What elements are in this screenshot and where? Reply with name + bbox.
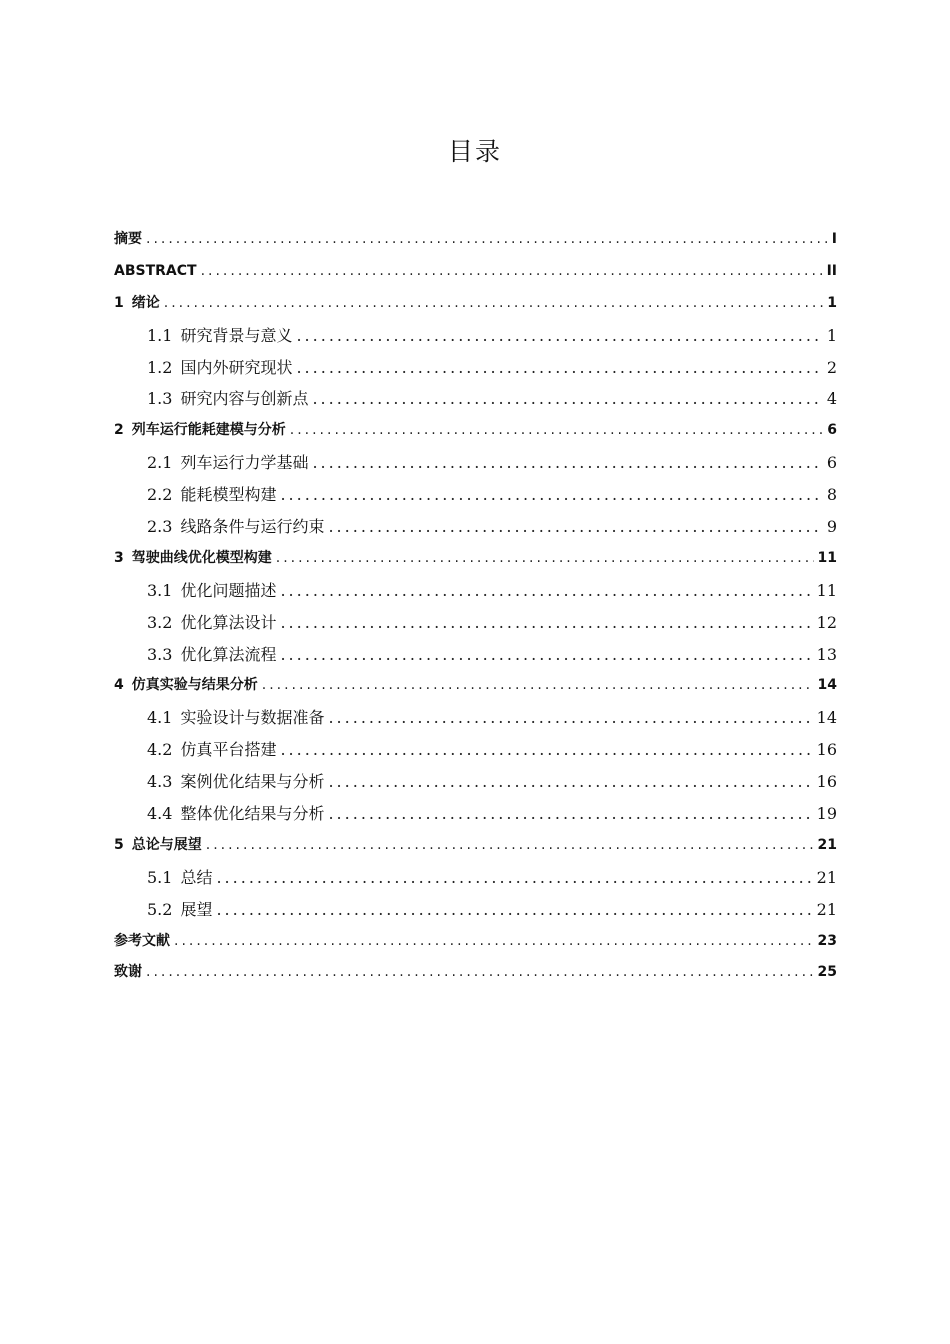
toc-entry-number: 5.2 <box>147 899 173 919</box>
toc-chapter-row[interactable] <box>114 415 837 447</box>
toc-leader-dots <box>262 670 814 702</box>
toc-entry-title: 列车运行能耗建模与分析 <box>131 422 286 439</box>
toc-section-row[interactable] <box>114 798 837 830</box>
toc-leader-dots <box>276 543 814 575</box>
toc-entry-label <box>147 447 308 479</box>
toc-entry-number: 2.2 <box>147 485 173 505</box>
toc-leader-dots <box>296 352 822 384</box>
toc-section-row[interactable] <box>114 702 837 734</box>
toc-leader-dots <box>328 702 812 734</box>
toc-page-number: 8 <box>826 485 837 505</box>
toc-page-number: 21 <box>816 867 837 887</box>
toc-page-number: 16 <box>816 740 837 760</box>
toc-entry-number: 1.1 <box>147 325 173 345</box>
toc-entry-label <box>147 734 276 766</box>
toc-entry-label <box>114 670 258 702</box>
toc-leader-dots <box>280 639 812 671</box>
toc-page-number: 11 <box>817 549 837 566</box>
toc-entry-title: 研究背景与意义 <box>180 325 293 345</box>
toc-chapter-row[interactable] <box>114 670 837 702</box>
toc-entry-label <box>147 352 292 384</box>
toc-entry-number: 3.3 <box>147 644 173 664</box>
toc-page-number: I <box>831 231 837 247</box>
toc-entry-title: 优化算法设计 <box>180 612 277 632</box>
toc-leader-dots <box>216 894 812 926</box>
toc-entry-title: 驾驶曲线优化模型构建 <box>131 549 272 566</box>
toc-entry-number: 1 <box>114 294 124 311</box>
toc-entry-number: 4.3 <box>147 772 173 792</box>
toc-leader-dots <box>290 415 824 447</box>
toc-entry-label <box>147 766 324 798</box>
toc-section-row[interactable] <box>114 734 837 766</box>
toc-page-number: 13 <box>816 644 837 664</box>
toc-section-row[interactable] <box>114 352 837 384</box>
toc-section-row[interactable] <box>114 575 837 607</box>
toc-section-row[interactable] <box>114 479 837 511</box>
toc-chapter-row[interactable] <box>114 543 837 575</box>
toc-entry-number: 5 <box>114 836 124 853</box>
toc-entry-label <box>114 830 202 862</box>
toc-entry-number: 4 <box>114 677 124 694</box>
toc-leader-dots <box>280 479 822 511</box>
toc-entry-label <box>147 702 324 734</box>
toc-page-number: 16 <box>816 772 837 792</box>
toc-leader-dots <box>174 926 814 958</box>
toc-entry-number: 4.2 <box>147 740 173 760</box>
toc-entry-label <box>147 383 308 415</box>
toc-leader-dots <box>328 511 822 543</box>
toc-entry-number: 2.3 <box>147 517 173 537</box>
toc-page-number: 21 <box>816 899 837 919</box>
toc-entry-title: 绪论 <box>131 294 160 311</box>
toc-page-number: 21 <box>817 836 837 853</box>
toc-chapter-row[interactable] <box>114 256 837 288</box>
toc-leader-dots <box>296 320 822 352</box>
toc-entry-title: 线路条件与运行约束 <box>180 517 325 537</box>
toc-entry-label <box>114 415 286 447</box>
toc-chapter-row[interactable] <box>114 926 837 958</box>
toc-leader-dots <box>328 798 812 830</box>
toc-section-row[interactable] <box>114 894 837 926</box>
toc-page-number: 9 <box>826 517 837 537</box>
toc-page-number: 12 <box>816 612 837 632</box>
toc-page-number: 11 <box>816 580 837 600</box>
toc-section-row[interactable] <box>114 383 837 415</box>
toc-page-number: 6 <box>827 422 837 439</box>
toc-page-number: II <box>826 262 837 279</box>
toc-entry-title: 仿真平台搭建 <box>180 740 277 760</box>
toc-entry-title: 参考文献 <box>114 932 170 949</box>
toc-entry-label <box>147 894 212 926</box>
toc-page-number: 1 <box>826 325 837 345</box>
toc-entry-number: 4.4 <box>147 804 173 824</box>
toc-chapter-row[interactable] <box>114 224 837 256</box>
toc-section-row[interactable] <box>114 766 837 798</box>
toc-entry-number: 1.3 <box>147 389 173 409</box>
toc-page-number: 25 <box>817 964 837 981</box>
toc-leader-dots <box>312 447 822 479</box>
toc-page-number: 1 <box>827 294 837 311</box>
toc-section-row[interactable] <box>114 862 837 894</box>
toc-leader-dots <box>328 766 812 798</box>
toc-section-row[interactable] <box>114 639 837 671</box>
toc-entry-title: 实验设计与数据准备 <box>180 708 325 728</box>
toc-leader-dots <box>312 383 822 415</box>
toc-entry-title: 摘要 <box>114 231 142 247</box>
toc-leader-dots <box>201 256 823 288</box>
toc-entry-label <box>114 256 197 288</box>
toc-leader-dots <box>280 575 812 607</box>
toc-entry-label <box>147 798 324 830</box>
toc-section-row[interactable] <box>114 607 837 639</box>
toc-leader-dots <box>146 224 828 256</box>
toc-entry-number: 2 <box>114 422 124 439</box>
toc-section-row[interactable] <box>114 320 837 352</box>
toc-chapter-row[interactable] <box>114 830 837 862</box>
toc-page-number: 14 <box>817 677 837 694</box>
toc-entry-label <box>114 926 170 958</box>
toc-entry-title: 能耗模型构建 <box>180 485 277 505</box>
toc-entry-title: 优化算法流程 <box>180 644 277 664</box>
toc-entry-title: 列车运行力学基础 <box>180 453 309 473</box>
toc-entry-label <box>147 511 324 543</box>
toc-entry-title: 总结 <box>180 867 213 887</box>
toc-entry-title: 整体优化结果与分析 <box>180 804 325 824</box>
toc-entry-number: 4.1 <box>147 708 173 728</box>
toc-entry-label <box>114 224 142 256</box>
toc-entry-number: 5.1 <box>147 867 173 887</box>
toc-entry-title: 国内外研究现状 <box>180 357 293 377</box>
table-of-contents <box>114 224 837 989</box>
toc-entry-label <box>147 862 212 894</box>
toc-entry-label <box>147 607 276 639</box>
toc-page-number: 2 <box>826 357 837 377</box>
toc-entry-label <box>147 575 276 607</box>
toc-leader-dots <box>280 607 812 639</box>
toc-entry-title: 仿真实验与结果分析 <box>131 677 258 694</box>
toc-entry-number: 1.2 <box>147 357 173 377</box>
toc-entry-title: 优化问题描述 <box>180 580 277 600</box>
toc-leader-dots <box>206 830 814 862</box>
toc-entry-label <box>147 639 276 671</box>
toc-entry-label <box>147 479 276 511</box>
toc-page-number: 4 <box>826 389 837 409</box>
toc-chapter-row[interactable] <box>114 957 837 989</box>
toc-leader-dots <box>146 957 814 989</box>
toc-section-row[interactable] <box>114 511 837 543</box>
toc-leader-dots <box>164 288 824 320</box>
toc-entry-title: 展望 <box>180 899 213 919</box>
toc-leader-dots <box>280 734 812 766</box>
toc-entry-number: 3.1 <box>147 580 173 600</box>
toc-chapter-row[interactable] <box>114 288 837 320</box>
toc-entry-title: ABSTRACT <box>114 262 197 279</box>
toc-section-row[interactable] <box>114 447 837 479</box>
toc-leader-dots <box>216 862 812 894</box>
toc-page-number: 19 <box>816 804 837 824</box>
toc-page-number: 23 <box>817 932 837 949</box>
toc-entry-title: 致谢 <box>114 964 142 981</box>
toc-entry-label <box>147 320 292 352</box>
toc-entry-label <box>114 543 272 575</box>
toc-entry-title: 总论与展望 <box>131 836 202 853</box>
toc-entry-title: 研究内容与创新点 <box>180 389 309 409</box>
toc-entry-label <box>114 957 142 989</box>
toc-page-number: 6 <box>826 453 837 473</box>
toc-page-number: 14 <box>816 708 837 728</box>
page-title: 目录 <box>447 137 502 166</box>
toc-entry-number: 3 <box>114 549 124 566</box>
toc-entry-number: 3.2 <box>147 612 173 632</box>
toc-entry-number: 2.1 <box>147 453 173 473</box>
toc-entry-title: 案例优化结果与分析 <box>180 772 325 792</box>
toc-entry-label <box>114 288 160 320</box>
